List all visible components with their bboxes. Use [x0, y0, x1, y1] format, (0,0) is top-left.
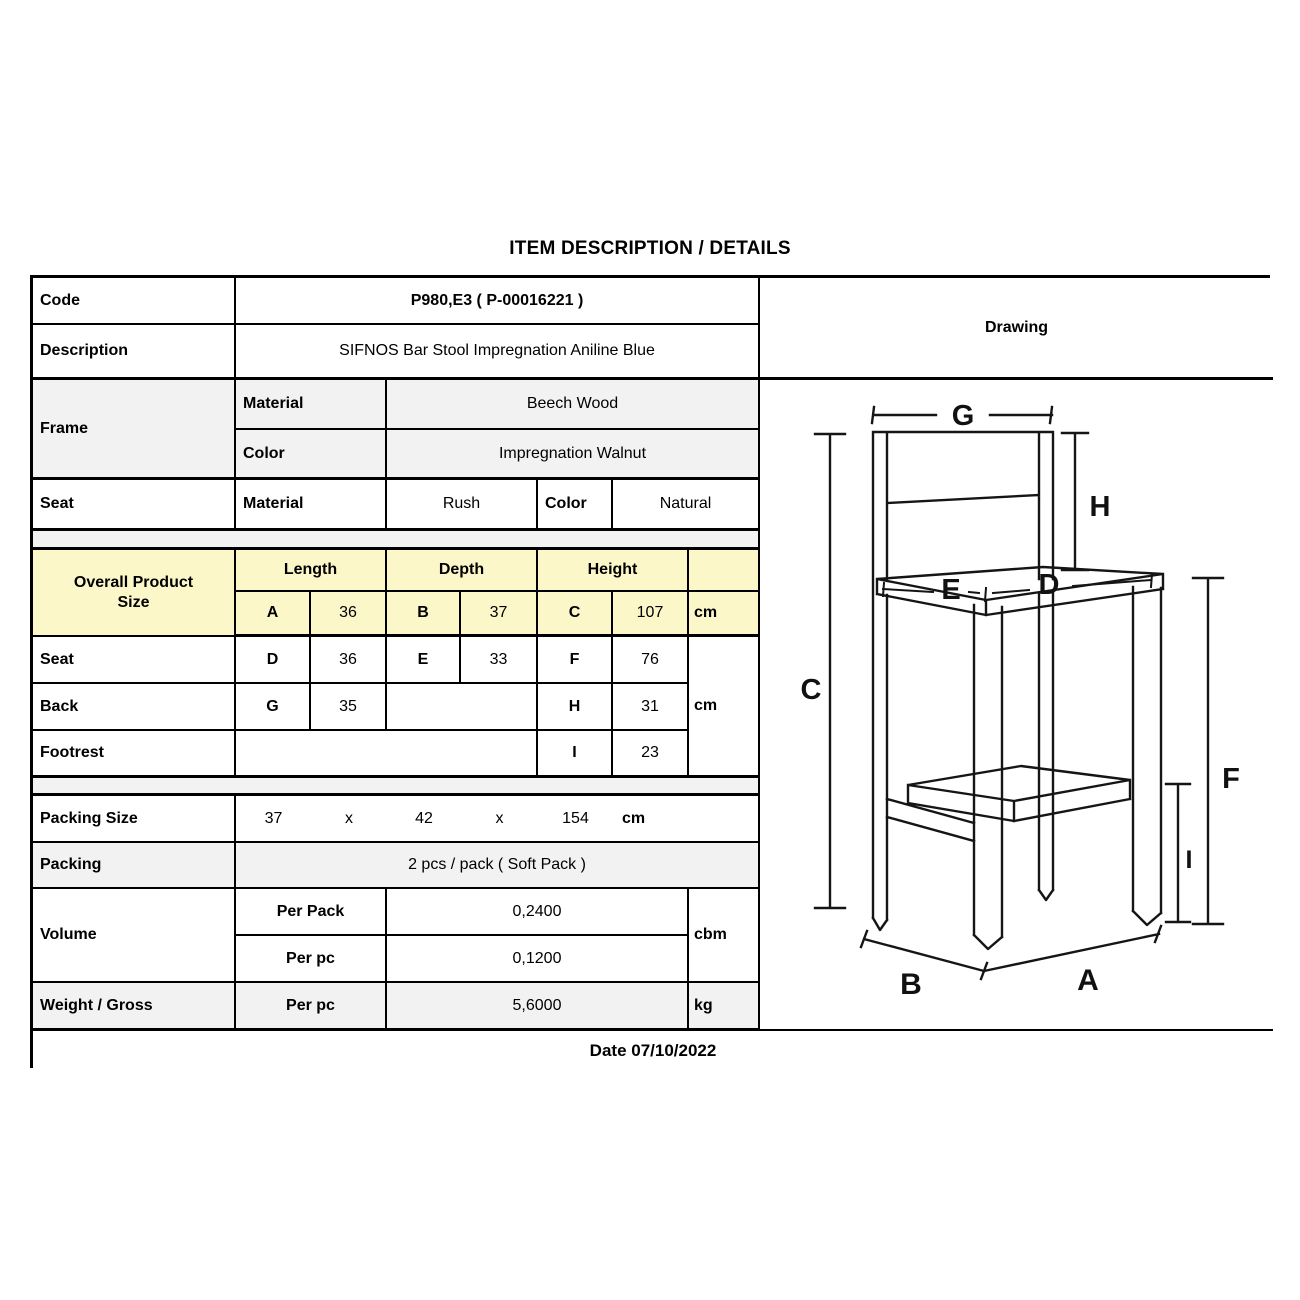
volume-per-pack-label: Per Pack [236, 889, 387, 936]
separator-row-2 [33, 778, 760, 796]
dim-label-b: B [900, 968, 922, 1001]
dim-h-key: H [538, 684, 613, 731]
back-label: Back [33, 684, 236, 731]
stool-far-leg [1039, 593, 1053, 900]
seat-material-value: Rush [387, 480, 538, 531]
depth-header: Depth [387, 550, 538, 592]
frame-label: Frame [33, 380, 236, 480]
dim-label-d: D [1038, 569, 1060, 601]
stool-footrest [887, 766, 1130, 841]
dim-label-i: I [1185, 846, 1193, 874]
overall-size-label-line2: Size [117, 593, 150, 611]
body-dims-unit: cm [689, 637, 760, 778]
stool-drawing [760, 380, 1273, 1030]
seat-color-value: Natural [613, 480, 760, 531]
frame-color-value: Impregnation Walnut [387, 430, 760, 480]
stool-front-leg [974, 605, 1002, 949]
dim-line-b [861, 931, 987, 979]
dim-g-key: G [236, 684, 311, 731]
frame-material-label: Material [236, 380, 387, 430]
description-value: SIFNOS Bar Stool Impregnation Aniline Blue [236, 325, 760, 380]
height-header: Height [538, 550, 689, 592]
dim-d-key: D [236, 637, 311, 684]
stool-right-leg [1133, 587, 1161, 925]
drawing-header: Drawing [760, 278, 1273, 380]
dim-f-value: 76 [613, 637, 689, 684]
frame-material-value: Beech Wood [387, 380, 760, 430]
dim-label-e: E [941, 574, 961, 606]
packing-dim1: 37 [264, 809, 283, 827]
dim-e-value: 33 [461, 637, 538, 684]
page-title: ITEM DESCRIPTION / DETAILS [509, 238, 791, 259]
seat-material-label: Material [236, 480, 387, 531]
dim-label-c: C [800, 674, 822, 706]
weight-per-pc-label: Per pc [236, 983, 387, 1031]
dim-f-key: F [538, 637, 613, 684]
packing-unit: cm [622, 809, 646, 827]
dim-h-value: 31 [613, 684, 689, 731]
dim-i-key: I [538, 731, 613, 778]
weight-value: 5,6000 [387, 983, 689, 1031]
stool-backrest [873, 432, 1053, 930]
dim-g-value: 35 [311, 684, 387, 731]
volume-per-pack-value: 0,2400 [387, 889, 689, 936]
dim-b-key: B [387, 592, 461, 637]
dim-a-key: A [236, 592, 311, 637]
packing-sep2: x [495, 809, 504, 827]
footrest-empty [236, 731, 538, 778]
packing-dim2: 42 [415, 809, 433, 827]
dim-b-value: 37 [461, 592, 538, 637]
dim-i-value: 23 [613, 731, 689, 778]
weight-unit: kg [689, 983, 760, 1031]
seat-color-label: Color [538, 480, 613, 531]
dim-label-a: A [1077, 964, 1099, 997]
code-value: P980,E3 ( P-00016221 ) [236, 278, 760, 325]
dim-d-value: 36 [311, 637, 387, 684]
volume-label: Volume [33, 889, 236, 983]
packing-size-label: Packing Size [33, 796, 236, 843]
seat-dims-label: Seat [33, 637, 236, 684]
packing-sep1: x [345, 809, 353, 827]
dim-label-h: H [1089, 491, 1111, 523]
unit-header-blank [689, 550, 760, 592]
dim-a-value: 36 [311, 592, 387, 637]
volume-per-pc-value: 0,1200 [387, 936, 689, 983]
seat-label: Seat [33, 480, 236, 531]
code-label: Code [33, 278, 236, 325]
weight-label: Weight / Gross [33, 983, 236, 1031]
packing-size-values [236, 796, 760, 843]
packing-dim3: 154 [562, 809, 589, 827]
length-header: Length [236, 550, 387, 592]
dim-line-a [984, 926, 1161, 971]
dim-line-c [815, 434, 845, 908]
dim-line-f [1193, 578, 1223, 924]
dim-c-value: 107 [613, 592, 689, 637]
overall-size-label [33, 550, 236, 637]
frame-color-label: Color [236, 430, 387, 480]
packing-value: 2 pcs / pack ( Soft Pack ) [236, 843, 760, 889]
dim-e-key: E [387, 637, 461, 684]
back-depth-empty [387, 684, 538, 731]
dim-label-g: G [951, 400, 975, 432]
volume-unit: cbm [689, 889, 760, 983]
date-row: Date 07/10/2022 [33, 1031, 1273, 1071]
drawing-cell [760, 380, 1273, 1031]
description-label: Description [33, 325, 236, 380]
separator-row-1 [33, 531, 760, 550]
dim-line-h [1062, 433, 1088, 570]
volume-per-pc-label: Per pc [236, 936, 387, 983]
packing-label: Packing [33, 843, 236, 889]
spec-table [30, 275, 1270, 1068]
dim-c-key: C [538, 592, 613, 637]
dim-label-f: F [1222, 763, 1240, 795]
footrest-label: Footrest [33, 731, 236, 778]
overall-size-label-line1: Overall Product [73, 573, 194, 591]
overall-unit: cm [689, 592, 760, 637]
